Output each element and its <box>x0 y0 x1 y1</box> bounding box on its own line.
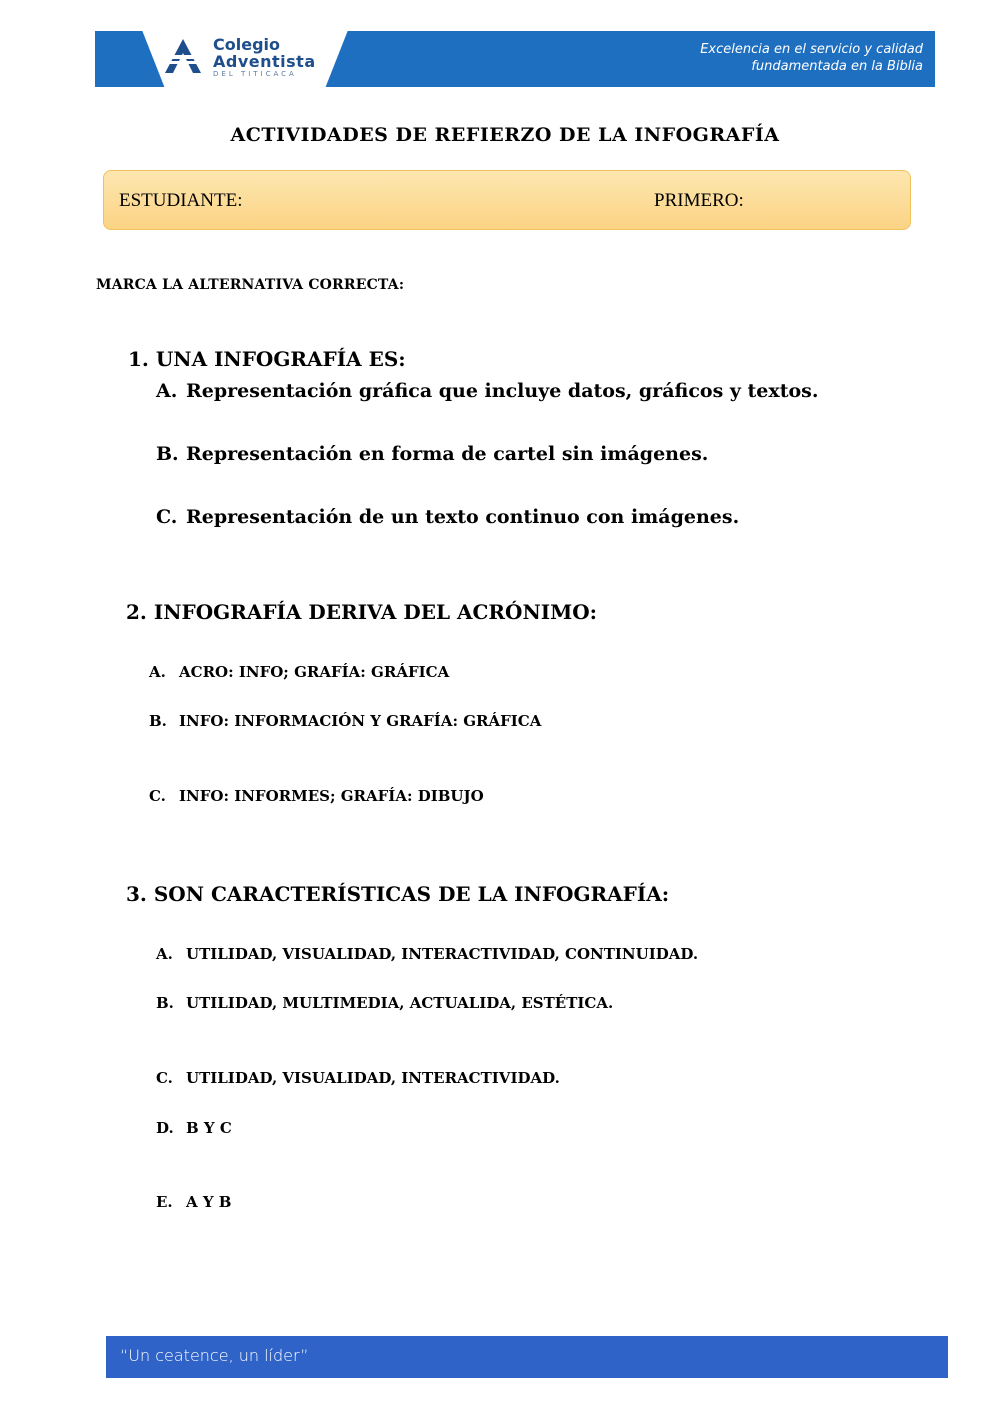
question-text: INFOGRAFÍA DERIVA DEL ACRÓNIMO: <box>153 600 598 624</box>
question-text: UNA INFOGRAFÍA ES: <box>155 347 406 371</box>
grade-label: PRIMERO: <box>654 190 744 211</box>
q1-option-b[interactable] <box>156 443 708 465</box>
option-text: INFO: INFORMES; GRAFÍA: DIBUJO <box>179 787 484 805</box>
tagline-line-1: Excelencia en el servicio y calidad <box>700 42 923 57</box>
school-logo-icon <box>165 39 201 73</box>
q2-option-b[interactable] <box>149 712 541 730</box>
q3-option-c[interactable] <box>156 1069 560 1087</box>
q3-option-a[interactable] <box>156 945 698 963</box>
header-tagline <box>623 41 923 75</box>
option-text: UTILIDAD, MULTIMEDIA, ACTUALIDA, ESTÉTICA. <box>186 994 614 1012</box>
option-text: Representación en forma de cartel sin imágenes. <box>186 443 709 465</box>
logo-wordmark <box>213 36 316 79</box>
logo-line-1: Colegio <box>213 35 280 54</box>
option-letter: B. <box>156 994 174 1012</box>
question-number: 3. <box>126 882 147 906</box>
q3-option-e[interactable] <box>156 1193 231 1211</box>
q1-option-c[interactable] <box>156 506 739 528</box>
option-text: B Y C <box>186 1119 232 1137</box>
option-letter: D. <box>156 1119 174 1137</box>
option-letter: C. <box>156 506 178 528</box>
option-letter: B. <box>149 712 167 730</box>
header-banner <box>95 25 935 87</box>
q2-option-c[interactable] <box>149 787 484 805</box>
option-text: Representación gráfica que incluye datos, gráficos y textos. <box>186 380 819 402</box>
question-3 <box>126 882 669 906</box>
question-text: SON CARACTERÍSTICAS DE LA INFOGRAFÍA: <box>153 882 670 906</box>
page-title: ACTIVIDADES DE REFIERZO DE LA INFOGRAFÍA <box>230 124 780 146</box>
option-letter: A. <box>149 663 166 681</box>
option-letter: A. <box>156 945 173 963</box>
option-text: UTILIDAD, VISUALIDAD, INTERACTIVIDAD, CONTINUIDAD. <box>186 945 699 963</box>
instruction-text: MARCA LA ALTERNATIVA CORRECTA: <box>96 277 405 293</box>
student-label: ESTUDIANTE: <box>119 190 243 211</box>
option-text: ACRO: INFO; GRAFÍA: GRÁFICA <box>179 663 450 681</box>
option-text: UTILIDAD, VISUALIDAD, INTERACTIVIDAD. <box>186 1069 560 1087</box>
question-1 <box>128 347 406 371</box>
logo-line-2: Adventista <box>213 52 316 71</box>
q2-option-a[interactable] <box>149 663 449 681</box>
question-number: 1. <box>128 347 149 371</box>
option-letter: C. <box>149 787 166 805</box>
q3-option-b[interactable] <box>156 994 613 1012</box>
option-text: Representación de un texto continuo con imágenes. <box>186 506 740 528</box>
q1-option-a[interactable] <box>156 380 818 402</box>
student-info-box <box>103 170 911 230</box>
option-text: INFO: INFORMACIÓN Y GRAFÍA: GRÁFICA <box>179 712 542 730</box>
option-letter: C. <box>156 1069 173 1087</box>
tagline-line-2: fundamentada en la Biblia <box>751 59 923 74</box>
footer-bar <box>106 1336 948 1378</box>
q3-option-d[interactable] <box>156 1119 232 1137</box>
footer-motto: “Un ceatence, un líder” <box>120 1346 309 1365</box>
option-letter: E. <box>156 1193 173 1211</box>
option-text: A Y B <box>186 1193 232 1211</box>
question-number: 2. <box>126 600 147 624</box>
option-letter: A. <box>156 380 178 402</box>
question-2 <box>126 600 597 624</box>
logo-line-3: DEL TITICACA <box>213 70 297 78</box>
option-letter: B. <box>156 443 179 465</box>
